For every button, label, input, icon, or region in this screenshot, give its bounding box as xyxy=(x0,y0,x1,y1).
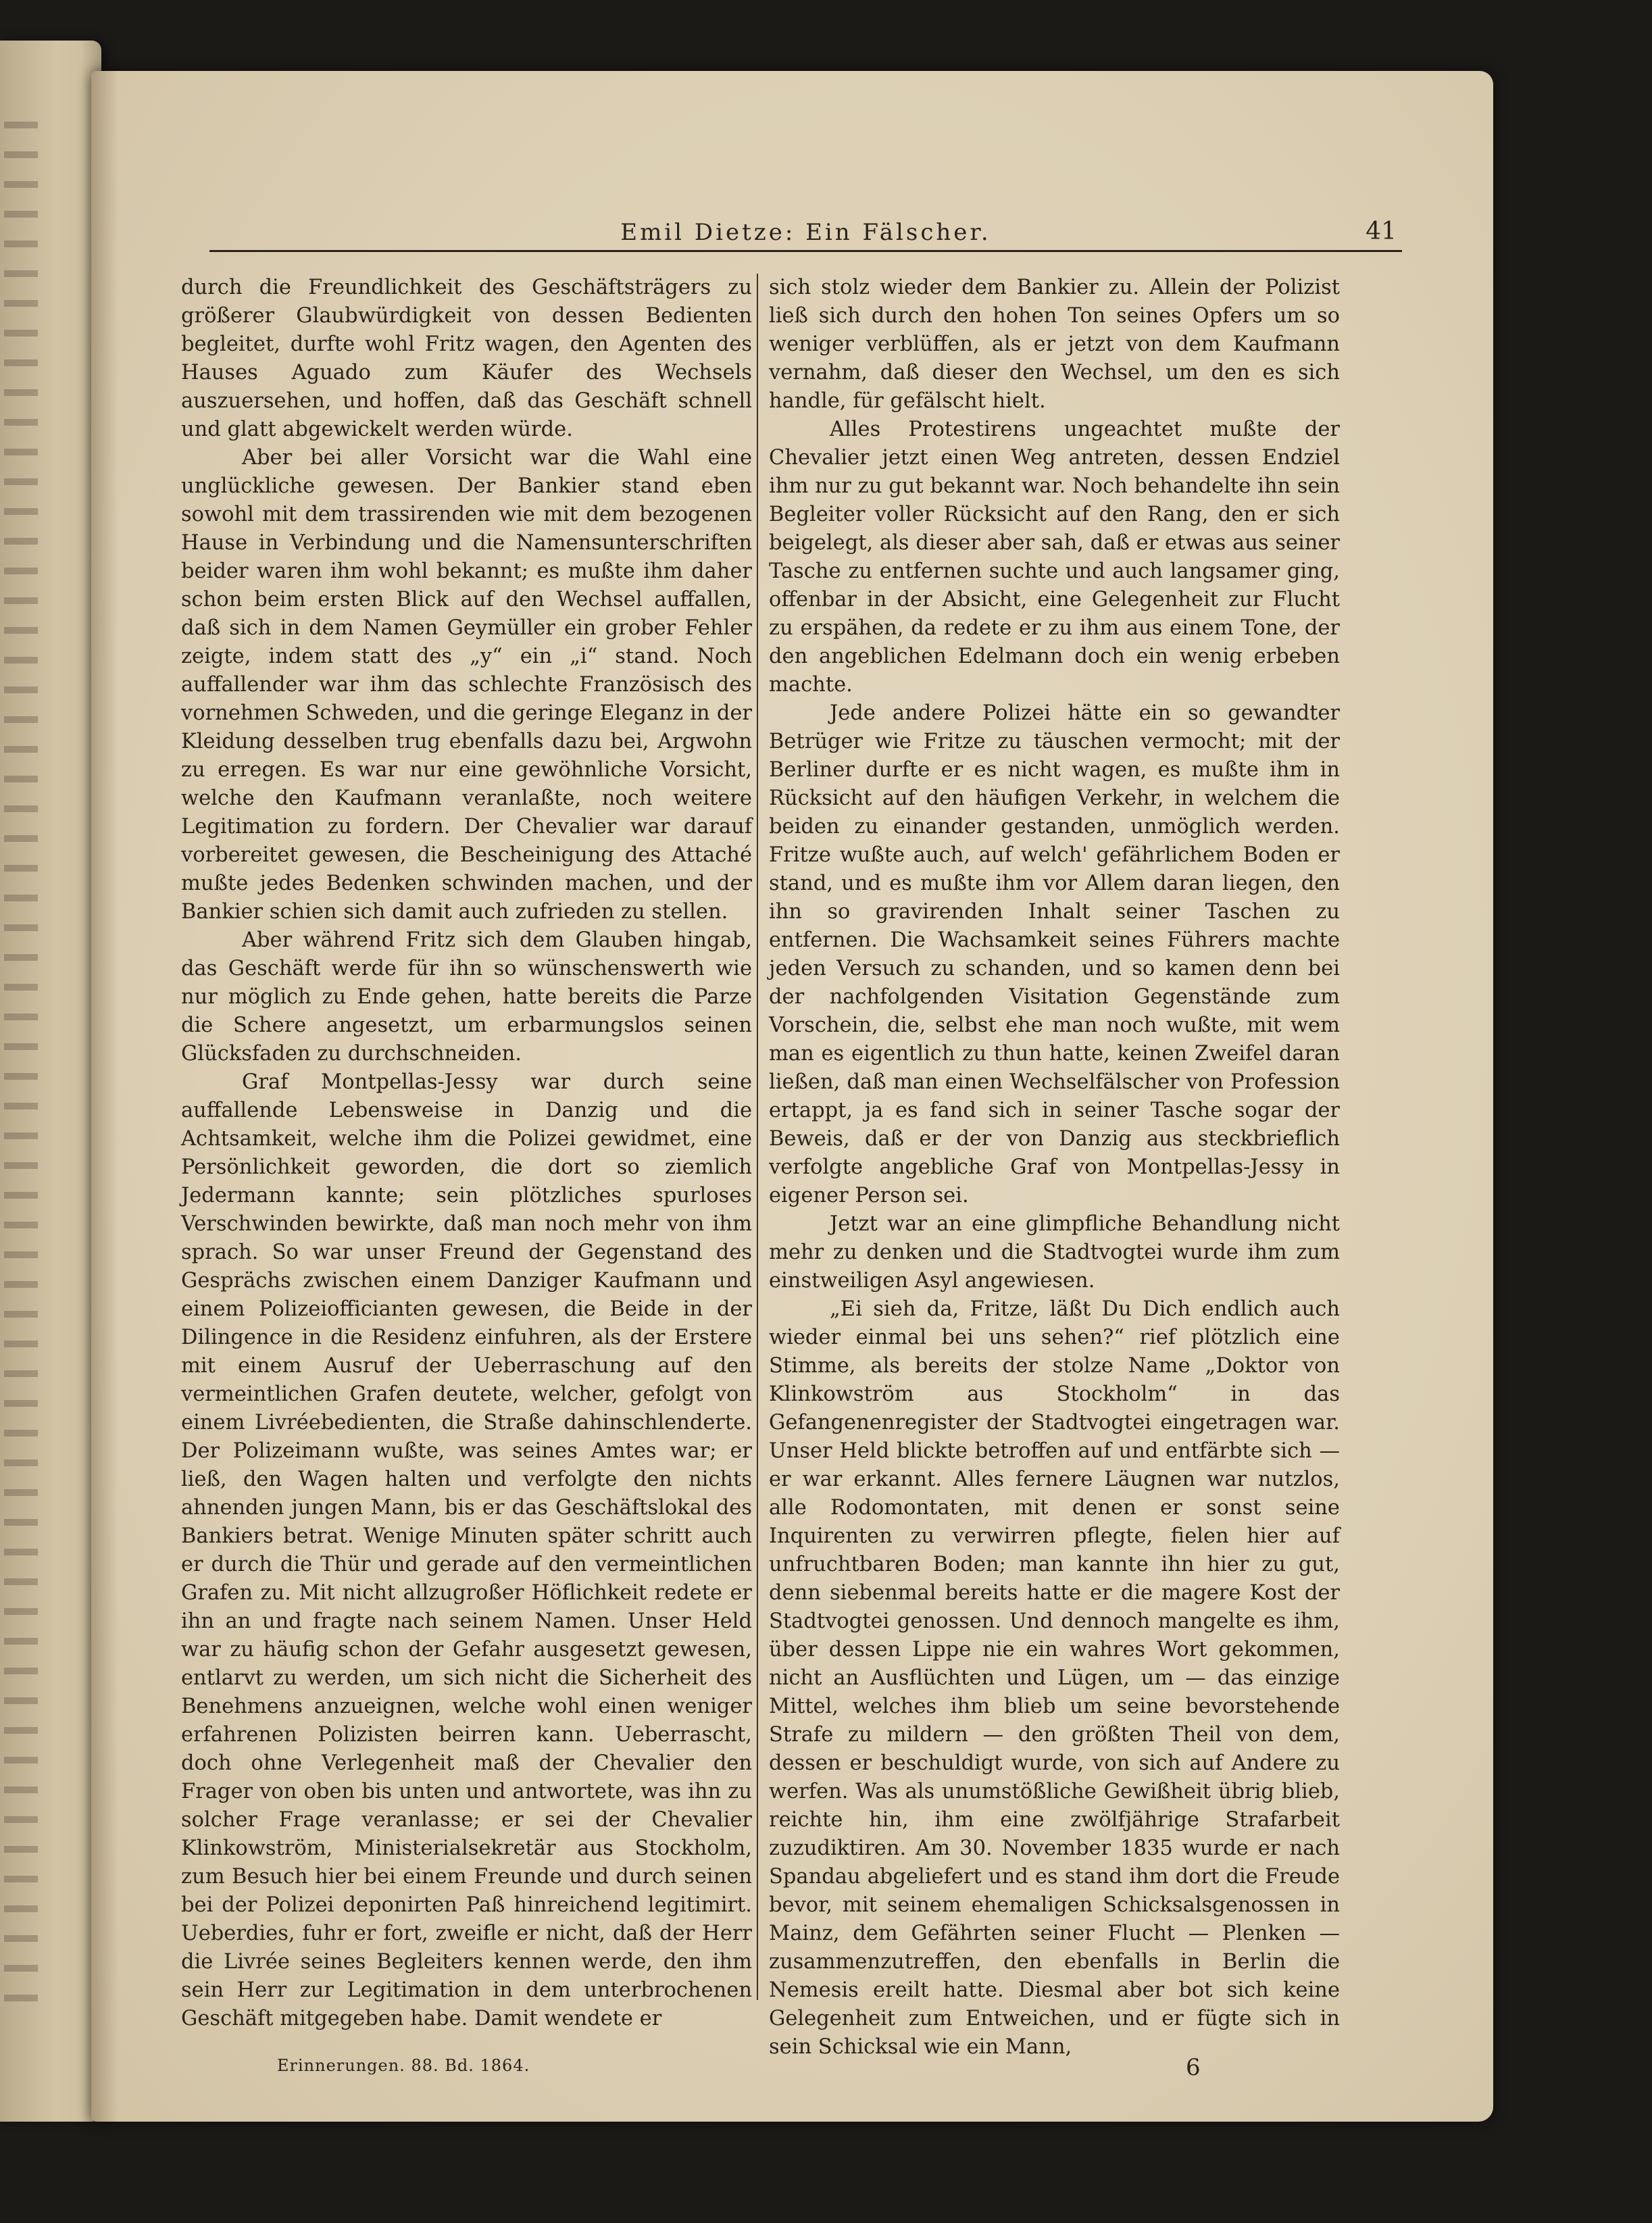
paragraph: durch die Freundlichkeit des Geschäftsträgers zu größerer Glaubwürdigkeit von dessen Bedienten begleitet, durfte wohl Fritz wagen, den Agenten des Hauses Aguado zum Käufer des Wechsels auszuersehen, und hoffen, daß das Geschäft schnell und glatt abgewickelt werden würde. xyxy=(181,276,752,441)
left-column xyxy=(181,274,752,2033)
column-rule xyxy=(757,274,758,2000)
gutter-shadow xyxy=(91,71,118,2122)
paragraph: „Ei sieh da, Fritze, läßt Du Dich endlich auch wieder einmal bei uns sehen?“ rief plötzlich eine Stimme, als bereits der stolze Name „Doktor von Klinkowström aus Stockholm“ in das Gefangenenregister der Stadtvogtei eingetragen war. Unser Held blickte betroffen auf und entfärbte sich — er war erkannt. Alles fernere Läugnen war nutzlos, alle Rodomontaten, mit denen er sonst seine Inquirenten zu verwirren pflegte, fielen hier auf unfruchtbaren Boden; man kannte ihn hier zu gut, denn siebenmal bereits hatte er die magere Kost der Stadtvogtei genossen. Und dennoch mangelte es ihm, über dessen Lippe nie ein wahres Wort gekommen, nicht an Ausflüchten und Lügen, um — das einzige Mittel, welches ihm blieb um seine bevorstehende Strafe zu mildern — den größten Theil von dem, dessen er beschuldigt wurde, von sich auf Andere zu werfen. Was als unumstößliche Gewißheit übrig blieb, reichte hin, ihm eine zwölfjährige Strafarbeit zuzudiktiren. Am 30. November 1835 wurde er nach Spandau abgeliefert und es stand ihm dort die Freude bevor, mit seinem ehemaligen Schicksalsgenossen in Mainz, dem Gefährten seiner Flucht — Plenken — zusammenzutreffen, den ebenfalls in Berlin die Nemesis ereilt hatte. Diesmal aber bot sich keine Gelegenheit zum Entweichen, und er fügte sich in sein Schicksal wie ein Mann, xyxy=(769,1297,1340,2059)
paragraph: Graf Montpellas-Jessy war durch seine auffallende Lebensweise in Danzig und die Achtsamkeit, welche ihm die Polizei gewidmet, eine Persönlichkeit geworden, die dort so ziemlich Jedermann kannte; sein plötzliches spurloses Verschwinden bewirkte, daß man noch mehr von ihm sprach. So war unser Freund der Gegenstand des Gesprächs zwischen einem Danziger Kaufmann und einem Polizeiofficianten gewesen, die Beide in der Dilingence in die Residenz einfuhren, als der Erstere mit einem Ausruf der Ueberraschung auf den vermeintlichen Grafen deutete, welcher, gefolgt von einem Livréebedienten, die Straße dahinschlenderte. Der Polizeimann wußte, was seines Amtes war; er ließ, den Wagen halten und verfolgte den nichts ahnenden jungen Mann, bis er das Geschäftslokal des Bankiers betrat. Wenige Minuten später schritt auch er durch die Thür und gerade auf den vermeintlichen Grafen zu. Mit nicht allzugroßer Höflichkeit redete er ihn an und fragte nach seinem Namen. Unser Held war zu häufig schon der Gefahr ausgesetzt gewesen, entlarvt zu werden, um sich nicht die Sicherheit des Benehmens anzueignen, welche wohl einen weniger erfahrenen Polizisten beirren kann. Ueberrascht, doch ohne Verlegenheit maß der Chevalier den Frager von oben bis unten und antwortete, was ihn zu solcher Frage veranlasse; er sei der Chevalier Klinkowström, Ministerialsekretär aus Stockholm, zum Besuch hier bei einem Freunde und durch seinen bei der Polizei deponirten Paß hinreichend legitimirt. Ueberdies, fuhr er fort, zweifle er nicht, daß der Herr die Livrée seines Begleiters kennen werde, den ihm sein Herr zur Legitimation in dem unterbrochenen Geschäft mitgegeben habe. Damit wendete er xyxy=(181,1070,752,2030)
page-number: 41 xyxy=(1366,218,1397,245)
paragraph: Aber während Fritz sich dem Glauben hingab, das Geschäft werde für ihn so wünschenswerth wie nur möglich zu Ende gehen, hatte bereits die Parze die Schere angesetzt, um erbarmungslos seinen Glücksfaden zu durchschneiden. xyxy=(181,928,752,1066)
facing-page-edge xyxy=(0,41,101,2122)
running-head xyxy=(209,216,1402,252)
right-column xyxy=(769,274,1340,2062)
facing-page-text-fragments xyxy=(4,122,38,2014)
paragraph: Jetzt war an eine glimpfliche Behandlung nicht mehr zu denken und die Stadtvogtei wurde ihm zum einstweiligen Asyl angewiesen. xyxy=(769,1212,1340,1293)
printer-signature: Erinnerungen. 88. Bd. 1864. xyxy=(277,2056,530,2075)
paragraph: Alles Protestirens ungeachtet mußte der Chevalier jetzt einen Weg antreten, dessen Endziel ihm nur zu gut bekannt war. Noch behandelte ihn sein Begleiter voller Rücksicht auf den Rang, den er sich beigelegt, als dieser aber sah, daß er etwas aus seiner Tasche zu entfernen suchte und auch langsamer ging, offenbar in der Absicht, eine Gelegenheit zur Flucht zu erspähen, da redete er zu ihm aus einem Tone, der den angeblichen Edelmann doch ein wenig erbeben machte. xyxy=(769,418,1340,697)
signature-mark: 6 xyxy=(1186,2054,1201,2081)
paragraph: Jede andere Polizei hätte ein so gewandter Betrüger wie Fritze zu täuschen vermocht; mit der Berliner durfte er es nicht wagen, es mußte ihm in Rücksicht auf den häufigen Verkehr, in welchem die beiden zu einander gestanden, unmöglich werden. Fritze wußte auch, auf welch' gefährlichem Boden er stand, und es mußte ihm vor Allem daran liegen, den ihn so gravirenden Inhalt seiner Taschen zu entfernen. Die Wachsamkeit seines Führers machte jeden Versuch zu schanden, und so kamen denn bei der nachfolgenden Visitation Gegenstände zum Vorschein, die, selbst ehe man noch wußte, mit wem man es eigentlich zu thun hatte, keinen Zweifel daran ließen, daß man einen Wechselfälscher von Profession ertappt, ja es fand sich in seiner Tasche sogar der Beweis, daß er der von Danzig aus steckbrieflich verfolgte angebliche Graf von Montpellas-Jessy in eigener Person sei. xyxy=(769,701,1340,1207)
book-page xyxy=(91,71,1493,2122)
running-title: Emil Dietze: Ein Fälscher. xyxy=(620,219,991,246)
paragraph: Aber bei aller Vorsicht war die Wahl eine unglückliche gewesen. Der Bankier stand eben sowohl mit dem trassirenden wie mit dem bezogenen Hause in Verbindung und die Namensunterschriften beider waren ihm wohl bekannt; es mußte ihm daher schon beim ersten Blick auf den Wechsel auffallen, daß sich in dem Namen Geymüller ein grober Fehler zeigte, indem statt des „y“ ein „i“ stand. Noch auffallender war ihm das schlechte Französisch des vornehmen Schweden, und die geringe Eleganz in der Kleidung desselben trug ebenfalls dazu bei, Argwohn zu erregen. Es war nur eine gewöhnliche Vorsicht, welche den Kaufmann veranlaßte, noch weitere Legitimation zu fordern. Der Chevalier war darauf vorbereitet gewesen, die Bescheinigung des Attaché mußte jedes Bedenken schwinden machen, und der Bankier schien sich damit auch zufrieden zu stellen. xyxy=(181,446,752,924)
paragraph: sich stolz wieder dem Bankier zu. Allein der Polizist ließ sich durch den hohen Ton seines Opfers um so weniger verblüffen, als er jetzt von dem Kaufmann vernahm, daß dieser den Wechsel, um den es sich handle, für gefälscht hielt. xyxy=(769,276,1340,413)
